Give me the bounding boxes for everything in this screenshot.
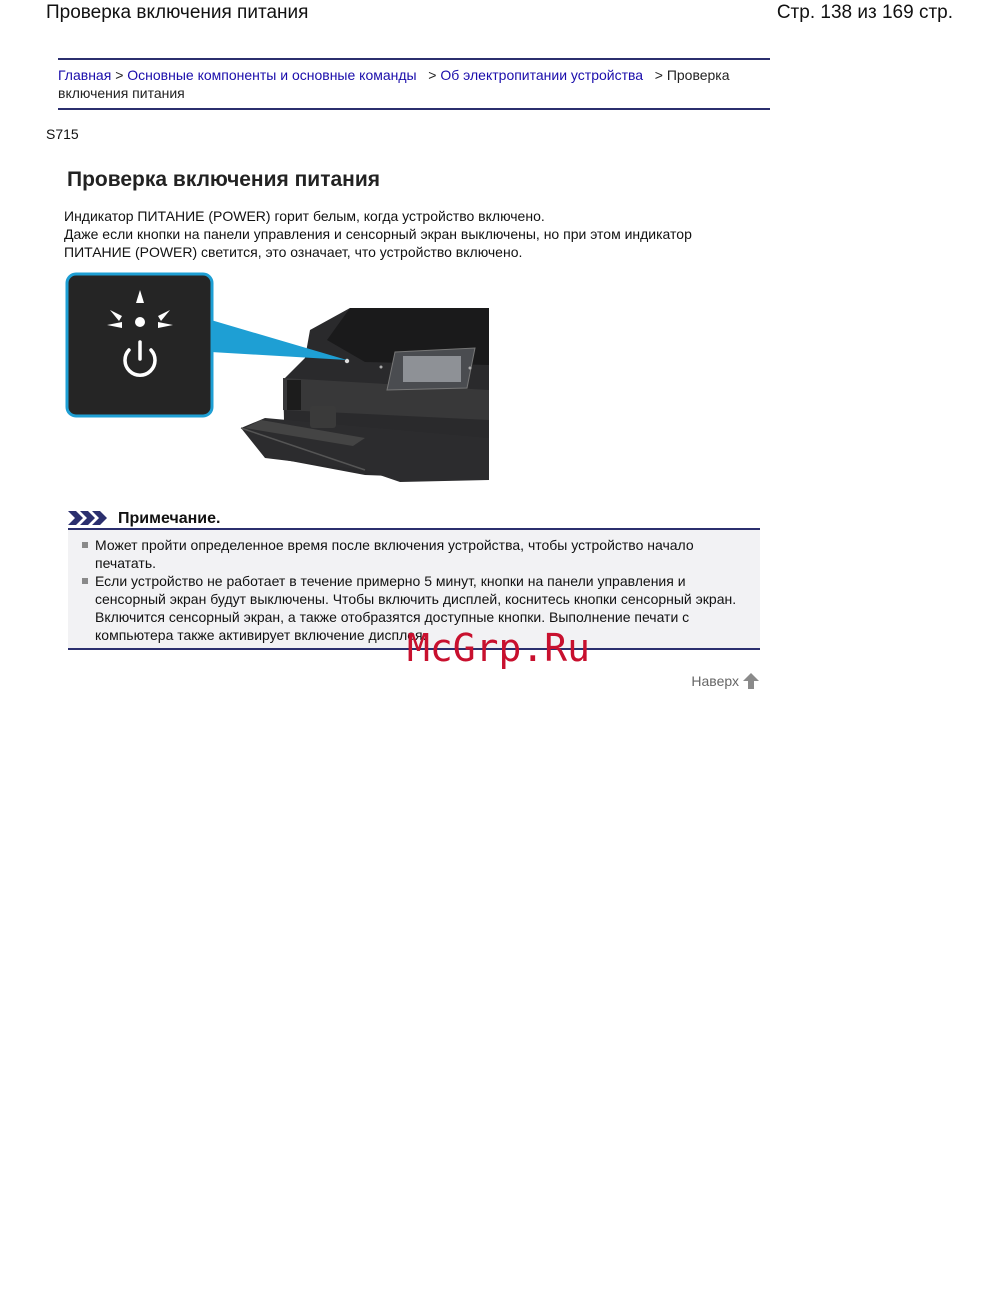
watermark: McGrp.Ru <box>407 626 591 670</box>
note-item-text: Если устройство не работает в течение примерно 5 минут, кнопки на панели управления и сенсорный экран будут выключены. Чтобы включить дисплей, коснитесь кнопки сенсорный экран. Включится сенсорный экран, а также отобразятся доступные кнопки. Выполнение печати с компьютера также активирует включение дисплея. <box>95 573 737 643</box>
printer-illustration-svg <box>65 270 490 482</box>
to-top-link[interactable] <box>691 672 760 690</box>
printer-illustration <box>65 270 490 482</box>
bullet-square-icon <box>82 542 88 548</box>
breadcrumb-separator: > <box>428 67 437 83</box>
breadcrumb-separator: > <box>654 67 663 83</box>
page-counter: Стр. 138 из 169 стр. <box>776 2 953 23</box>
note-arrows-icon <box>68 511 108 525</box>
note-item-text: Может пройти определенное время после включения устройства, чтобы устройство начало печатать. <box>95 537 694 571</box>
breadcrumb <box>58 58 770 110</box>
to-top-label[interactable]: Наверх <box>691 673 739 689</box>
note-header <box>68 508 760 530</box>
model-label: S715 <box>46 126 79 142</box>
page-header-title: Проверка включения питания <box>46 2 309 23</box>
up-arrow-icon[interactable] <box>742 672 760 690</box>
breadcrumb-separator: > <box>115 67 124 83</box>
intro-text <box>64 207 744 261</box>
page-title: Проверка включения питания <box>67 168 381 191</box>
breadcrumb-link-power[interactable]: Об электропитании устройства <box>440 67 644 83</box>
note-title: Примечание. <box>118 510 221 527</box>
note-item <box>82 536 750 572</box>
breadcrumb-current: Проверка включения питания <box>58 67 730 101</box>
breadcrumb-link-components[interactable]: Основные компоненты и основные команды <box>127 67 417 83</box>
intro-paragraph-1: Индикатор ПИТАНИЕ (POWER) горит белым, когда устройство включено. <box>64 208 545 224</box>
bullet-square-icon <box>82 578 88 584</box>
breadcrumb-link-home[interactable]: Главная <box>58 67 112 83</box>
intro-paragraph-2: Даже если кнопки на панели управления и сенсорный экран выключены, но при этом индикатор ПИТАНИЕ (POWER) светится, это означает, что устройство включено. <box>64 226 692 260</box>
